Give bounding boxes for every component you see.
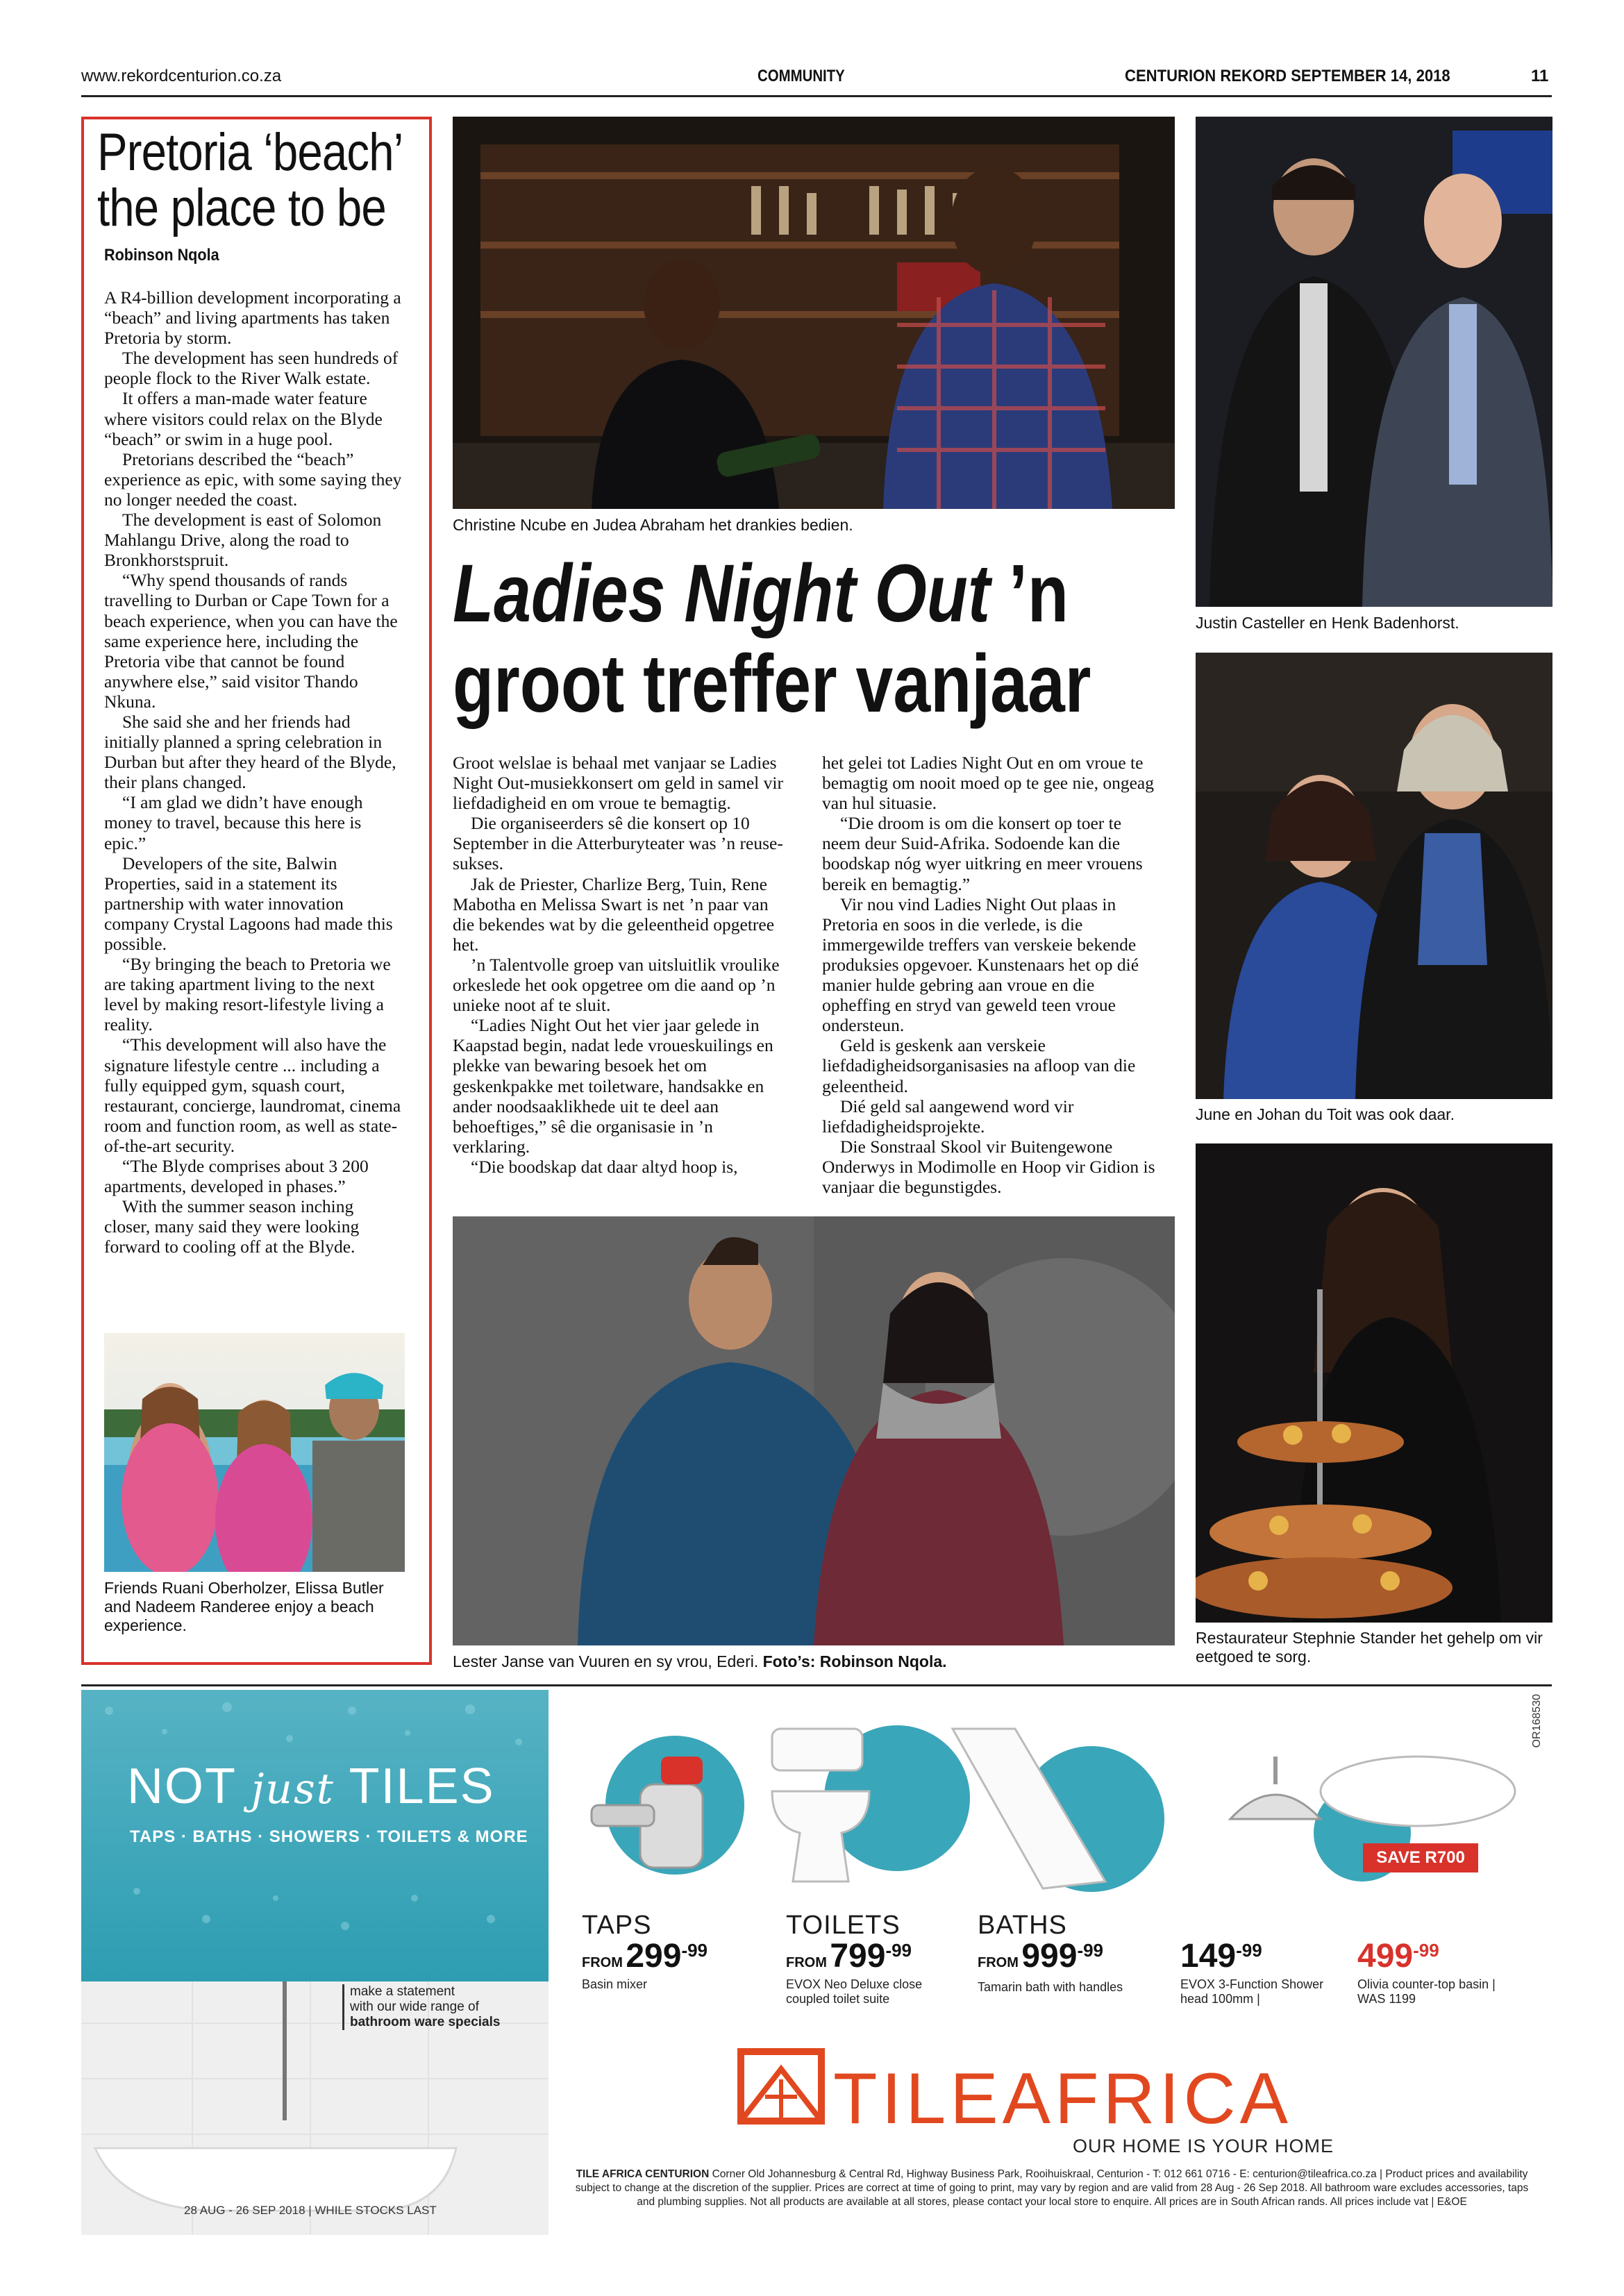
ad-date-line: 28 AUG - 26 SEP 2018 | WHILE STOCKS LAST (184, 2204, 437, 2217)
price-cents: -99 (885, 1940, 912, 1961)
ad-teal-banner (81, 1690, 549, 1981)
tileafrica-logo-text: TILEAFRICA (833, 2059, 1292, 2139)
paper-date: CENTURION REKORD SEPTEMBER 14, 2018 (1125, 67, 1450, 85)
paragraph: ’n Talentvolle groep van uitsluitlik vroulike orkeslede het ook opgetree om die aand op ’n unieke noot af te sluit. (453, 954, 780, 1016)
product-name-baths: BATHS (978, 1911, 1067, 1940)
main-headline (453, 548, 1170, 729)
paragraph: Dié geld sal aangewend word vir liefdadigheidsprojekte. (822, 1096, 1074, 1137)
ad-code: OR168530 (1531, 1694, 1543, 1748)
paragraph: She said she and her friends had initially planned a spring celebration in Durban but after they heard of the Blyde, their plans changed. (104, 711, 396, 793)
paragraph: Developers of the site, Balwin Properties, said in a statement its partnership with water innovation company Crystal Lagoons had made this possible. (104, 853, 393, 954)
paragraph: Jak de Priester, Charlize Berg, Tuin, Rene Mabotha en Melissa Swart is net ’n paar van die bekendes wat by die geleentheid opgetree het. (453, 873, 775, 955)
paragraph: het gelei tot Ladies Night Out en om vroue te bemagtig om nooit moed op te gee nie, ongeag van hul situasie. (822, 753, 1155, 814)
price-rands: 999 (1021, 1938, 1078, 1975)
sidebar-title-line1: Pretoria ‘beach’ (97, 123, 403, 182)
ad-statement (342, 1984, 509, 2030)
photo-credit: Foto’s: Robinson Nqola. (762, 1652, 947, 1670)
paragraph: “The Blyde comprises about 3 200 apartments, developed in phases.” (104, 1156, 369, 1197)
paragraph: “Why spend thousands of rands travelling to Durban or Cape Town for a beach experience, when you can have the same experience here, including the Pretoria vibe that cannot be found anywhere else,” said visitor Thando Nkuna. (104, 570, 398, 712)
paragraph: “This development will also have the signature lifestyle centre ... including a fully equipped gym, squash court, restaurant, concierge, laundromat, cinema room and function room, as well as state-of-the-art security. (104, 1034, 401, 1156)
product-price-baths (978, 1937, 1103, 1975)
june-photo-caption: June en Johan du Toit was ook daar. (1196, 1105, 1455, 1123)
ad-rule (81, 1684, 1552, 1686)
sidebar-story-body (104, 287, 403, 1257)
paragraph: Die organiseerders sê die konsert op 10 September in die Atterburyteater was ’n reuse-sukses. (453, 813, 783, 874)
headline-rest: ’n (990, 548, 1069, 639)
section-label: COMMUNITY (757, 67, 845, 85)
paragraph: Geld is geskenk aan verskeie liefdadigheidsorganisasies na afloop van die geleentheid. (822, 1035, 1136, 1096)
article-column-2 (822, 753, 1155, 1197)
product-desc-taps: Basin mixer (582, 1977, 648, 1991)
article-column-1 (453, 753, 786, 1177)
bath-product-image (953, 1729, 1164, 1892)
page-number: 11 (1531, 67, 1549, 85)
product-price-shower (1180, 1937, 1262, 1975)
store-details: Corner Old Johannesburg & Central Rd, Highway Business Park, Rooihuiskraal, Centurion - T: 012 661 0716 - E: centurion@tileafrica.co.za | Product prices and availability subject to change at the discretion of the supplier. Prices are correct at time of going to print, may vary by region and are valid from 28 Aug - 26 Sep 2018. All bathroom ware excludes accessories, taps and plumbing supplies. Not all products are available at all stores, please contact your local store to enquire. All prices are in South African rands. All prices include vat | E&OE (575, 2168, 1529, 2208)
ad-statement-line2: with our wide range of (350, 2000, 479, 2014)
lester-caption-text: Lester Janse van Vuuren en sy vrou, Ederi. (453, 1652, 759, 1670)
product-price-basin (1357, 1937, 1439, 1975)
product-desc-basin: Olivia counter-top basin | WAS 1199 (1357, 1977, 1496, 2006)
paragraph: Vir nou vind Ladies Night Out plaas in Pretoria en soos in die verlede, is die immergewilde treffers van verskeie bekende produksies opgevoer. Kunstenaars het op dié manier hulde gebring aan vroue en die opheffing en stryd van geweld teen vroue ondersteun. (822, 894, 1139, 1036)
price-rands: 799 (830, 1938, 886, 1975)
paragraph: “I am glad we didn’t have enough money to travel, because this here is epic.” (104, 792, 363, 853)
price-rands: 499 (1357, 1938, 1414, 1975)
ad-footer-text (566, 2168, 1538, 2209)
restaurateur-photo-caption: Restaurateur Stephnie Stander het gehelp om vir eetgoed te sorg. (1196, 1629, 1543, 1666)
product-price-toilets (786, 1937, 912, 1975)
ad-statement-line1: make a statement (350, 1984, 455, 1999)
ad-hero-panel (81, 1690, 549, 2235)
beach-photo-caption: Friends Ruani Oberholzer, Elissa Butler and Nadeem Randeree enjoy a beach experience. (104, 1579, 384, 1634)
paragraph: “By bringing the beach to Pretoria we are taking apartment living to the next level by making resort-lifestyle living a reality. (104, 954, 391, 1035)
ad-subtitle: TAPS · BATHS · SHOWERS · TOILETS & MORE (130, 1827, 528, 1846)
bar-photo-caption: Christine Ncube en Judea Abraham het drankies bedien. (453, 516, 853, 534)
justin-photo-caption: Justin Casteller en Henk Badenhorst. (1196, 614, 1459, 632)
product-price-taps (582, 1937, 708, 1975)
price-from-label: FROM (786, 1955, 827, 1970)
product-name-taps: TAPS (582, 1911, 652, 1940)
price-cents: -99 (1077, 1940, 1104, 1961)
paragraph: A R4-billion development incorporating a “beach” and living apartments has taken Pretoria by storm. (104, 287, 401, 349)
price-from-label: FROM (978, 1955, 1019, 1970)
headline-line2: groot treffer vanjaar (453, 638, 1091, 730)
price-cents: -99 (1413, 1940, 1439, 1961)
product-desc-baths: Tamarin bath with handles (978, 1980, 1123, 1994)
ad-statement-line3: bathroom ware specials (350, 2015, 501, 2029)
restaurateur-photo (1196, 1143, 1552, 1623)
price-cents: -99 (681, 1940, 708, 1961)
sidebar-title-line2: the place to be (97, 178, 386, 237)
toilet-product-image (772, 1725, 970, 1882)
paragraph: “Die droom is om die konsert op toer te neem deur Suid-Afrika. Sodoende kan die boodskap nóg wyer uitkring en meer vrouens bereik en bemagtig.” (822, 813, 1143, 894)
justin-henk-photo (1196, 117, 1552, 607)
lester-ederi-photo (453, 1216, 1175, 1645)
beach-friends-photo (104, 1333, 405, 1572)
save-badge: SAVE R700 (1363, 1843, 1478, 1872)
sidebar-byline: Robinson Nqola (104, 246, 219, 265)
paragraph: “Ladies Night Out het vier jaar gelede in Kaapstad begin, nadat lede vroueskuilings en plekke van bewaring besoek het om geskenkpakke met toiletware, handsakke en ander noodsaaklikhede uit te deel aan behoeftiges,” sê die organisasie in ’n verklaring. (453, 1015, 773, 1157)
store-name: TILE AFRICA CENTURION (576, 2168, 710, 2180)
ad-title-not: NOT (127, 1759, 236, 1814)
paragraph: The development is east of Solomon Mahlangu Drive, along the road to Bronkhorstspruit. (104, 510, 382, 571)
paragraph: It offers a man-made water feature where visitors could relax on the Blyde “beach” or swim in a huge pool. (104, 388, 383, 449)
website-url[interactable]: www.rekordcenturion.co.za (81, 67, 282, 85)
ad-title-tiles: TILES (349, 1759, 495, 1814)
product-desc-toilets: EVOX Neo Deluxe close coupled toilet suite (786, 1977, 923, 2006)
ad-title-just: just (251, 1765, 335, 1813)
price-from-label: FROM (582, 1955, 623, 1970)
tap-product-image (592, 1736, 744, 1875)
paragraph: With the summer season inching closer, many said they were looking forward to cooling off at the Blyde. (104, 1196, 360, 1257)
paragraph: The development has seen hundreds of people flock to the River Walk estate. (104, 348, 399, 389)
headline-italic: Ladies Night Out (453, 548, 991, 639)
product-name-toilets: TOILETS (786, 1911, 901, 1940)
price-rands: 299 (626, 1938, 682, 1975)
sidebar-story-title (97, 125, 432, 236)
paragraph: Die Sonstraal Skool vir Buitengewone Onderwys in Modimolle en Hoop vir Gidion is vanjaar die begunstigdes. (822, 1136, 1155, 1197)
brand-slogan: OUR HOME IS YOUR HOME (1073, 2136, 1334, 2156)
paragraph: Pretorians described the “beach” experience as epic, with some saying they no longer needed the coast. (104, 449, 402, 510)
june-johan-photo (1196, 653, 1552, 1099)
product-images (564, 1715, 1536, 1909)
paragraph: “Die boodskap dat daar altyd hoop is, (471, 1156, 738, 1177)
bar-staff-photo (453, 117, 1175, 509)
header-rule (81, 95, 1552, 97)
lester-photo-caption (453, 1652, 947, 1671)
price-cents: -99 (1236, 1940, 1262, 1961)
ad-title (127, 1758, 495, 1815)
price-rands: 149 (1180, 1938, 1237, 1975)
tileafrica-logo-icon (737, 2048, 825, 2125)
product-desc-shower: EVOX 3-Function Shower head 100mm | (1180, 1977, 1324, 2006)
basin-product-image (1321, 1757, 1515, 1826)
paragraph: Groot welslae is behaal met vanjaar se Ladies Night Out-musiekkonsert om geld in samel vir liefdadigheid en om vroue te bemagtig. (453, 753, 783, 814)
